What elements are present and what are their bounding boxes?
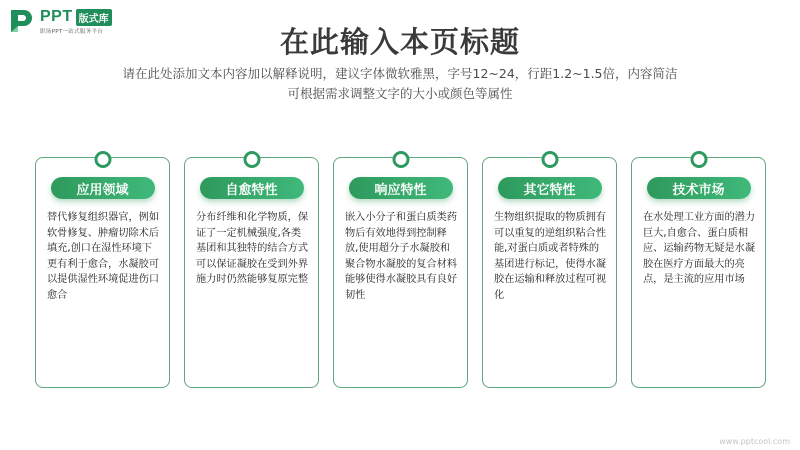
card-connector-dot	[243, 151, 260, 168]
card-row	[35, 150, 766, 390]
card-body: 替代修复组织器官，例如软骨修复、肿瘤切除术后填充,创口在湿性环境下更有利于愈合，水凝胶可以提供湿性环境促进伤口愈合	[47, 212, 160, 301]
card-heading: 应用领域	[51, 177, 155, 199]
card-heading: 技术市场	[647, 177, 751, 199]
card-application	[35, 157, 170, 388]
subtitle-line-1: 请在此处添加文本内容加以解释说明，建议字体微软雅黑，字号12~24，行距1.2~1.5倍，内容简洁	[122, 66, 678, 81]
logo-badge: 版式库	[76, 9, 112, 26]
card-heading: 自愈特性	[200, 177, 304, 199]
card-market	[631, 157, 766, 388]
page-subtitle	[0, 64, 800, 104]
card-connector-dot	[690, 151, 707, 168]
card-other	[482, 157, 617, 388]
card-heading: 响应特性	[349, 177, 453, 199]
card-connector-dot	[392, 151, 409, 168]
card-connector-dot	[541, 151, 558, 168]
card-body: 在水处理工业方面的潜力巨大,自愈合、蛋白质相应、运输药物无疑是水凝胶在医疗方面最大的亮点，是主流的应用市场	[643, 212, 756, 285]
card-response	[333, 157, 468, 388]
logo-tagline: 职场PPT一站式服务平台	[40, 29, 104, 35]
card-body: 分布纤维和化学物质，保证了一定机械强度,各类基团和其独特的结合方式可以保证凝胶在受到外界施力时仍然能够复原完整	[196, 212, 309, 285]
subtitle-line-2: 可根据需求调整文字的大小或颜色等属性	[287, 86, 513, 101]
watermark: www.pptcool.com	[719, 437, 790, 446]
card-connector-dot	[94, 151, 111, 168]
card-heading: 其它特性	[498, 177, 602, 199]
card-self-healing	[184, 157, 319, 388]
page-title: 在此输入本页标题	[279, 25, 520, 59]
card-body: 生物组织提取的物质拥有可以重复的逆组织粘合性能,对蛋白质或者特殊的基团进行标记，使得水凝胶在运输和释放过程可视化	[494, 212, 607, 301]
card-body: 嵌入小分子和蛋白质类药物后有效地得到控制释放,使用超分子水凝胶和聚合物水凝胶的复合材料能够使得水凝胶具有良好韧性	[345, 212, 458, 301]
logo-brand-text: PPT	[40, 8, 73, 25]
